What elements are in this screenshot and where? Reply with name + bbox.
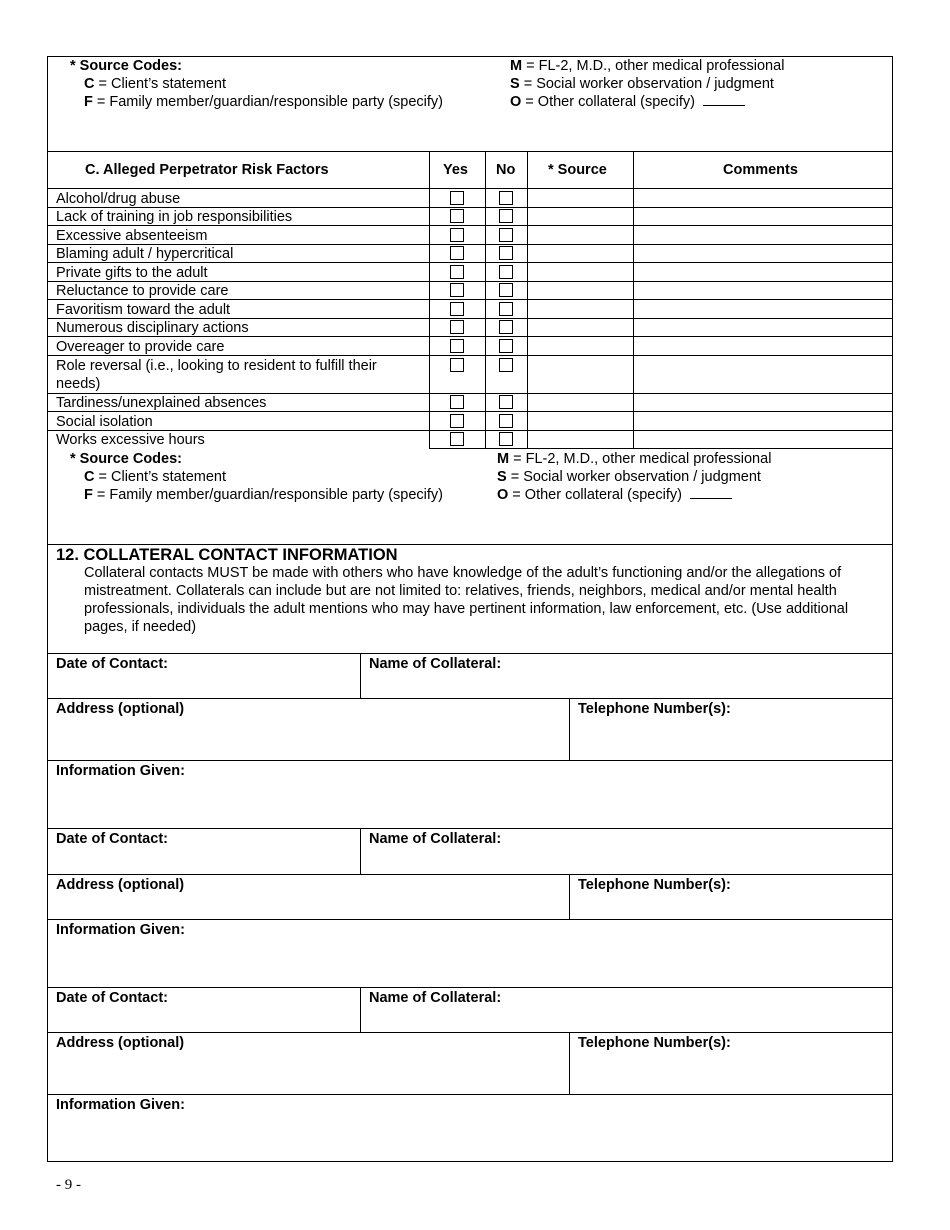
risk-row-label: Role reversal (i.e., looking to resident to fulfill their	[56, 358, 377, 374]
block-divider	[47, 828, 893, 829]
no-checkbox[interactable]	[499, 228, 513, 242]
specify-blank[interactable]	[703, 93, 745, 106]
name-of-collateral-label: Name of Collateral:	[369, 831, 502, 847]
yes-checkbox[interactable]	[450, 283, 464, 297]
col-header-comments: Comments	[723, 162, 798, 178]
telephone-label: Telephone Number(s):	[578, 1035, 731, 1051]
risk-table-title: C. Alleged Perpetrator Risk Factors	[85, 162, 329, 178]
table-bottom-border	[429, 448, 893, 449]
block-divider	[47, 760, 893, 761]
telephone-label: Telephone Number(s):	[578, 701, 731, 717]
address-label: Address (optional)	[56, 701, 185, 717]
yes-checkbox[interactable]	[450, 414, 464, 428]
yes-checkbox[interactable]	[450, 246, 464, 260]
collateral-section-heading: 12. COLLATERAL CONTACT INFORMATION	[56, 546, 398, 564]
source-code-m-bottom: M = FL-2, M.D., other medical professional	[497, 451, 772, 467]
risk-row-label: Blaming adult / hypercritical	[56, 246, 234, 262]
yes-checkbox[interactable]	[450, 358, 464, 372]
collateral-instructions: Collateral contacts MUST be made with others who have knowledge of the adult’s functioning and/or the allegations of mistreatment. Collaterals can include but are not limited to: relatives, friends, neighbors, medical and/or mental health professionals, individuals the adult mentions who may have pertinent information, law enforcement, etc. (Use additional pages, if needed)	[84, 565, 849, 635]
col-header-yes: Yes	[443, 162, 468, 178]
no-checkbox[interactable]	[499, 320, 513, 334]
no-checkbox[interactable]	[499, 283, 513, 297]
source-code-o-bottom: O = Other collateral (specify)	[497, 486, 732, 504]
information-given-label: Information Given:	[56, 763, 185, 779]
block-divider	[47, 1032, 893, 1033]
field-divider	[360, 653, 361, 698]
no-checkbox[interactable]	[499, 358, 513, 372]
yes-checkbox[interactable]	[450, 265, 464, 279]
name-of-collateral-label: Name of Collateral:	[369, 656, 502, 672]
block-divider	[47, 987, 893, 988]
risk-row-label-continued: needs)	[56, 376, 101, 392]
col-header-source: * Source	[548, 162, 607, 178]
yes-checkbox[interactable]	[450, 339, 464, 353]
yes-checkbox[interactable]	[450, 228, 464, 242]
yes-checkbox[interactable]	[450, 209, 464, 223]
risk-row-label: Works excessive hours	[56, 432, 205, 448]
yes-checkbox[interactable]	[450, 432, 464, 446]
yes-checkbox[interactable]	[450, 191, 464, 205]
source-codes-heading-bottom: * Source Codes:	[70, 451, 182, 467]
source-code-c-top: C = Client’s statement	[84, 76, 226, 92]
source-code-f-top: F = Family member/guardian/responsible party (specify)	[84, 94, 444, 110]
page-number: - 9 -	[56, 1177, 81, 1193]
risk-row-label: Alcohol/drug abuse	[56, 191, 181, 207]
risk-row-label: Overeager to provide care	[56, 339, 225, 355]
no-checkbox[interactable]	[499, 414, 513, 428]
no-checkbox[interactable]	[499, 339, 513, 353]
risk-row-label: Excessive absenteeism	[56, 228, 208, 244]
no-checkbox[interactable]	[499, 265, 513, 279]
risk-row-label: Lack of training in job responsibilities	[56, 209, 293, 225]
col-header-no: No	[496, 162, 516, 178]
source-codes-heading-top: * Source Codes:	[70, 58, 182, 74]
source-code-f-bottom: F = Family member/guardian/responsible party (specify)	[84, 487, 444, 503]
no-checkbox[interactable]	[499, 209, 513, 223]
risk-row-label: Social isolation	[56, 414, 153, 430]
source-code-s-bottom: S = Social worker observation / judgment	[497, 469, 761, 485]
address-label: Address (optional)	[56, 877, 185, 893]
no-checkbox[interactable]	[499, 246, 513, 260]
table-top-border	[47, 151, 893, 152]
yes-checkbox[interactable]	[450, 302, 464, 316]
block-divider	[47, 919, 893, 920]
field-divider	[569, 1032, 570, 1094]
row-divider	[47, 355, 893, 356]
no-checkbox[interactable]	[499, 191, 513, 205]
no-checkbox[interactable]	[499, 432, 513, 446]
field-divider	[360, 828, 361, 874]
risk-row-label: Favoritism toward the adult	[56, 302, 231, 318]
row-divider	[47, 225, 893, 226]
row-divider	[47, 336, 893, 337]
name-of-collateral-label: Name of Collateral:	[369, 990, 502, 1006]
source-code-o-top: O = Other collateral (specify)	[510, 93, 745, 111]
row-divider	[47, 299, 893, 300]
block-divider	[47, 1094, 893, 1095]
address-label: Address (optional)	[56, 1035, 185, 1051]
yes-checkbox[interactable]	[450, 320, 464, 334]
field-divider	[569, 698, 570, 760]
specify-blank[interactable]	[690, 486, 732, 499]
field-divider	[569, 874, 570, 919]
source-code-c-bottom: C = Client’s statement	[84, 469, 226, 485]
table-header-border	[47, 188, 893, 189]
no-checkbox[interactable]	[499, 395, 513, 409]
date-of-contact-label: Date of Contact:	[56, 831, 168, 847]
date-of-contact-label: Date of Contact:	[56, 990, 168, 1006]
block-divider	[47, 653, 893, 654]
source-code-m-top: M = FL-2, M.D., other medical professional	[510, 58, 785, 74]
row-divider	[47, 411, 893, 412]
no-checkbox[interactable]	[499, 302, 513, 316]
risk-row-label: Tardiness/unexplained absences	[56, 395, 267, 411]
information-given-label: Information Given:	[56, 1097, 185, 1113]
telephone-label: Telephone Number(s):	[578, 877, 731, 893]
block-divider	[47, 698, 893, 699]
source-code-s-top: S = Social worker observation / judgment	[510, 76, 774, 92]
field-divider	[360, 987, 361, 1032]
block-divider	[47, 874, 893, 875]
risk-row-label: Private gifts to the adult	[56, 265, 208, 281]
yes-checkbox[interactable]	[450, 395, 464, 409]
row-divider	[47, 262, 893, 263]
risk-row-label: Reluctance to provide care	[56, 283, 229, 299]
risk-row-label: Numerous disciplinary actions	[56, 320, 249, 336]
date-of-contact-label: Date of Contact:	[56, 656, 168, 672]
information-given-label: Information Given:	[56, 922, 185, 938]
